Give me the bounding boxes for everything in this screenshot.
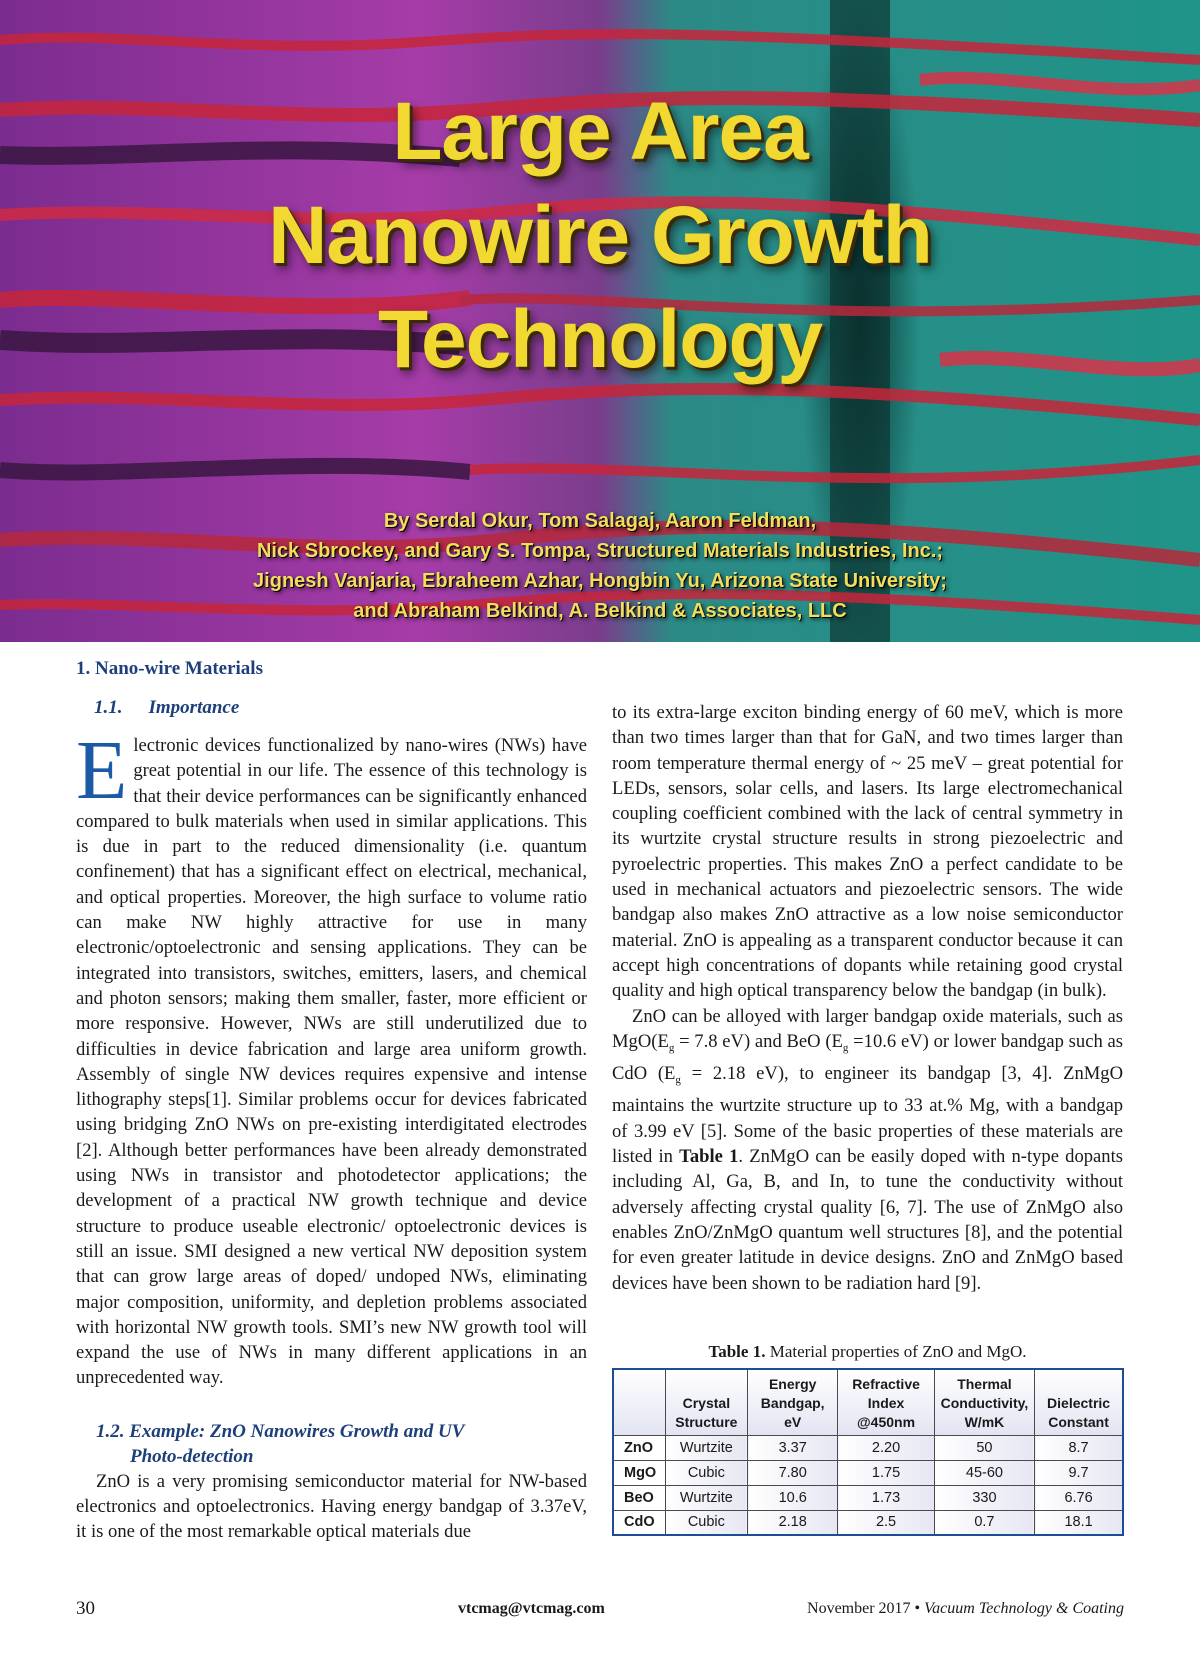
footer-issue: [807, 1600, 1124, 1618]
table-cell: Cubic: [665, 1510, 747, 1535]
table-cell: 10.6: [748, 1485, 838, 1510]
hero-banner: [0, 0, 1200, 642]
subsection-heading: [94, 697, 239, 719]
table-cell: 330: [934, 1485, 1034, 1510]
publication-name: Vacuum Technology & Coating: [924, 1600, 1124, 1617]
table-header-cell: [613, 1369, 665, 1435]
table-cell: 45-60: [934, 1460, 1034, 1485]
byline-line: Jignesh Vanjaria, Ebraheem Azhar, Hongbin Yu, Arizona State University;: [253, 570, 947, 592]
subsection-title: Importance: [148, 697, 240, 718]
table-cell: 8.7: [1035, 1435, 1123, 1460]
table-row: [613, 1510, 1123, 1535]
left-column: [76, 724, 587, 1545]
material-properties-table: [612, 1368, 1124, 1536]
subsection-heading-example: [76, 1419, 587, 1469]
byline-line: Nick Sbrockey, and Gary S. Tompa, Structured Materials Industries, Inc.;: [256, 540, 944, 562]
subhead-line: 1.2. Example: ZnO Nanowires Growth and UV: [96, 1420, 465, 1442]
table-cell: 2.20: [838, 1435, 934, 1460]
table-header-row: [613, 1369, 1123, 1435]
table-header-cell: Energy Bandgap, eV: [748, 1369, 838, 1435]
subhead-line: Photo-detection: [130, 1445, 254, 1467]
table-cell: 18.1: [1035, 1510, 1123, 1535]
intro-paragraph: [76, 724, 587, 1391]
table-row-header: BeO: [613, 1485, 665, 1510]
byline-line: By Serdal Okur, Tom Salagaj, Aaron Feldman,: [383, 510, 817, 532]
table-cell: 9.7: [1035, 1460, 1123, 1485]
byline-line: and Abraham Belkind, A. Belkind & Associates, LLC: [353, 600, 847, 622]
table-cell: 3.37: [748, 1435, 838, 1460]
title-line: Large Area: [392, 86, 808, 177]
paragraph: ZnO can be alloyed with larger bandgap oxide materials, such as $MgO(E_g = 7.8$ eV) and BeO ($E_g =10.6$ eV) or lower bandgap such as CdO ($E_g = 2.18$ eV), to engineer its bandgap [3, 4]. ZnMgO maintains the wurtzite structure up to 33 at.% Mg, with a bandgap of 3.99 eV [5]. Some of the basic properties of these materials are listed in Table 1. ZnMgO can be easily doped with n-type dopants including Al, Ga, B, and In, to tune the conductivity without adversely affecting crystal quality [6, 7]. The use of ZnMgO also enables ZnO/ZnMgO quantum well structures [8], and the potential for even greater latitude in device designs. ZnO and ZnMgO based devices have been shown to be radiation hard [9].: [612, 1005, 1124, 1294]
article-title: [0, 80, 1200, 392]
table-label: Table 1.: [708, 1342, 766, 1361]
table-caption-text: Material properties of ZnO and MgO.: [765, 1342, 1027, 1361]
title-line: Technology: [377, 294, 823, 385]
table-row-header: MgO: [613, 1460, 665, 1485]
table-header-cell: Refractive Index @450nm: [838, 1369, 934, 1435]
section-heading: 1. Nano-wire Materials: [76, 658, 263, 679]
table-row: [613, 1460, 1123, 1485]
table-cell: 2.18: [748, 1510, 838, 1535]
page-number: 30: [76, 1598, 95, 1619]
table-cell: Wurtzite: [665, 1485, 747, 1510]
table-cell: 1.75: [838, 1460, 934, 1485]
table-cell: Cubic: [665, 1460, 747, 1485]
table-header-cell: Dielectric Constant: [1035, 1369, 1123, 1435]
table-header-cell: Crystal Structure: [665, 1369, 747, 1435]
issue-date: November 2017 •: [807, 1600, 925, 1617]
intro-text: lectronic devices functionalized by nano-wires (NWs) have great potential in our life. The essence of this technology is that their device performances can be significantly enhanced compared to bulk materials when used in similar applications. This is due in part to the reduced dimensionality (i.e. quantum confinement) that has a significant effect on electrical, mechanical, and optical properties. Moreover, the high surface to volume ratio can make NW highly attractive for use in many electronic/optoelectronic and sensing applications. They can be integrated into transistors, switches, emitters, lasers, and chemical and photon sensors; making them smaller, faster, more efficient or more responsive. However, NWs are still underutilized due to difficulties in device fabrication and large area uniform growth. Assembly of single NW devices requires expensive and intense lithography steps[1]. Similar problems occur for devices fabricated using bridging ZnO NWs on pre-existing interdigitated electrodes [2]. Although better performances have been already demonstrated using NWs in transistor and photodetector applications; the development of a practical NW growth technique and device structure to produce useable electronic/ optoelectronic devices is still an issue. SMI designed a new vertical NW deposition system that can grow large areas of doped/ undoped NWs, eliminating major composition, uniformity, and depletion problems associated with horizontal NW growth tools. SMI’s new NW growth tool will expand the use of NWs in many different applications in an unprecedented way.: [76, 735, 587, 1389]
paragraph: to its extra-large exciton binding energy of 60 meV, which is more than two times larger than that for GaN, and two times larger than room temperature thermal energy of ~ 25 meV – great potential for LEDs, sensors, solar cells, and lasers. Its large electromechanical coupling coefficient combined with the lack of central symmetry in its wurtzite crystal structure results in strong piezoelectric and pyroelectric properties. This makes ZnO a perfect candidate to be used in mechanical actuators and piezoelectric sensors. The wide bandgap also makes ZnO attractive as a low noise semiconductor material. ZnO is appealing as a transparent conductor because it can accept high concentrations of dopants while retaining good crystal quality and high optical transparency below the bandgap (in bulk).: [612, 702, 1123, 1002]
table-reference: Table 1: [679, 1146, 739, 1168]
table-row-header: ZnO: [613, 1435, 665, 1460]
table-cell: 0.7: [934, 1510, 1034, 1535]
subsection-number: 1.1.: [94, 697, 123, 718]
table-row-header: CdO: [613, 1510, 665, 1535]
title-line: Nanowire Growth: [268, 190, 932, 281]
table-cell: 2.5: [838, 1510, 934, 1535]
table-cell: 6.76: [1035, 1485, 1123, 1510]
table-header-cell: Thermal Conductivity, W/mK: [934, 1369, 1034, 1435]
drop-cap: E: [76, 724, 128, 817]
table-cell: 7.80: [748, 1460, 838, 1485]
author-byline: [0, 506, 1200, 626]
table-cell: Wurtzite: [665, 1435, 747, 1460]
table-caption: [612, 1342, 1123, 1362]
table-cell: 50: [934, 1435, 1034, 1460]
paragraph: ZnO is a very promising semiconductor material for NW-based electronics and optoelectronics. Having energy bandgap of 3.37eV, it is one of the most remarkable optical materials due: [76, 1470, 587, 1543]
right-column: [612, 700, 1123, 1296]
table-cell: 1.73: [838, 1485, 934, 1510]
table-row: [613, 1485, 1123, 1510]
table-row: [613, 1435, 1123, 1460]
footer-email: vtcmag@vtcmag.com: [458, 1600, 605, 1617]
